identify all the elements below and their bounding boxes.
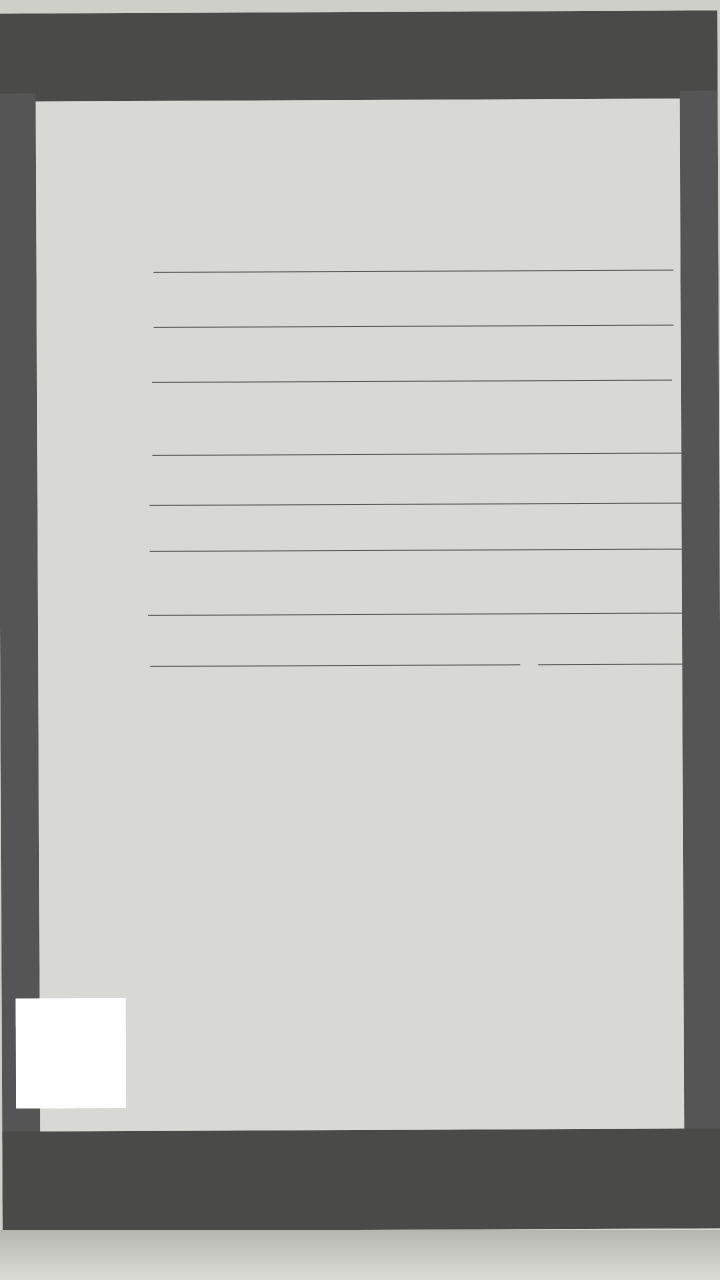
underline (154, 325, 674, 328)
ornament-border-right (680, 90, 720, 1140)
underline (148, 613, 688, 616)
ornament-border-left (0, 93, 40, 1143)
underline (153, 270, 673, 273)
certificate-sheet (0, 10, 720, 1238)
ornament-border-bottom (2, 1128, 720, 1231)
underline (149, 503, 684, 506)
underline (152, 380, 672, 383)
underline (152, 453, 682, 456)
ornament-border-top (0, 10, 718, 101)
underline (150, 664, 520, 667)
underline (150, 549, 685, 552)
qr-code (16, 998, 126, 1108)
underline (538, 664, 688, 666)
background-surface (0, 1230, 720, 1280)
